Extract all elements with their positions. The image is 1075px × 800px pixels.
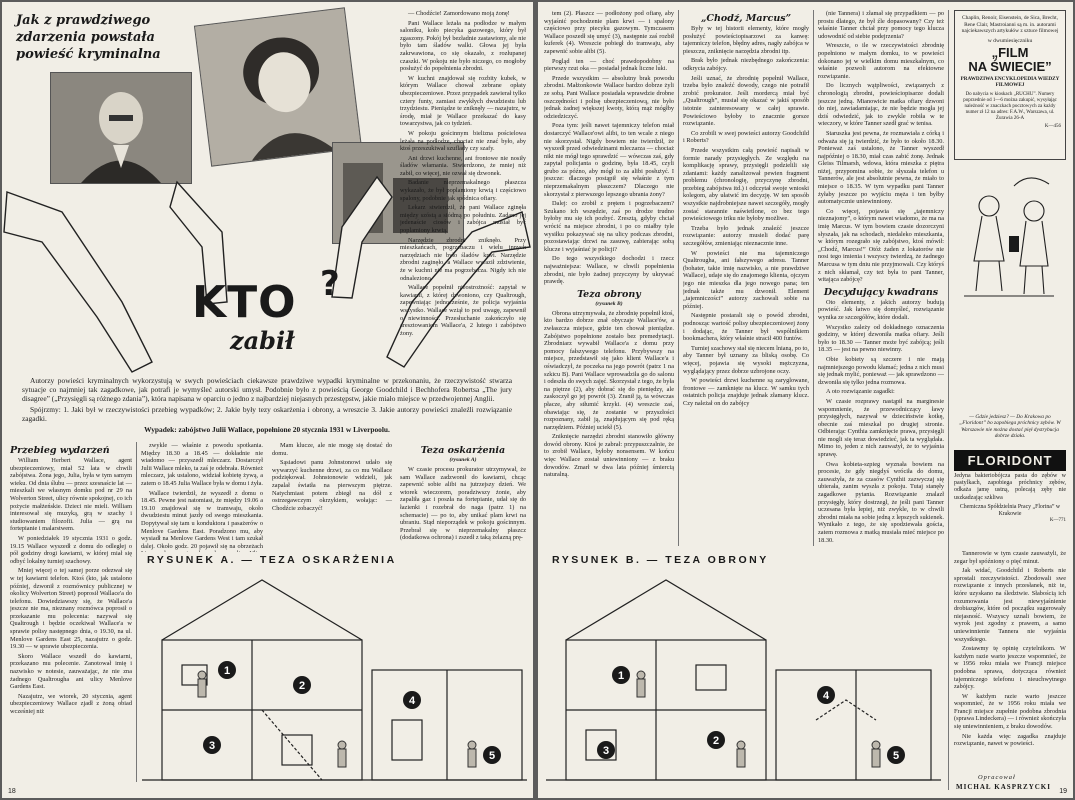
intro-paragraph: Spójrzmy: 1. Jaki był w rzeczywistości przebieg wypadków; 2. Jakie były tezy oskarżenia i obrony, a wreszcie 3. Jakie autorzy powieści znaleźli rozwiązanie zagadki. (22, 405, 512, 423)
section-heading: Teza obrony (577, 288, 641, 300)
paragraph: Trzeba było jednak znaleźć jeszcze rozwiązanie: autorzy musieli dodać parę szczegółów, zmieniając nieznacznie inne. (683, 224, 809, 248)
paragraph: W powieści drzwi kuchenne są zaryglowane, frontowe — zamknięte na klucz. W samku tych ostatnich policja znajduje jednak złamany klucz. Czy należał on do zabójcy (683, 377, 809, 407)
paragraph: Poza tym: jeśli nawet tajemniczy telefon miał dostarczyć Wallace'owi alibi, to ten wcale z niego nie skorzystał. Nigdy bowiem nie twierdził, że wyszedł przed odwiedzinami mleczarza — chociaż nikt nie mógł tego sprawdzić — wówczas zaś, gdy zapytał policjanta o godzinę, była 18.45, czyli grubo za późno, aby mógł to za alibi posłużyć. I jeszcze: dlaczego postąpił się właśnie z tym nieprzemakalnym płaszczem? Dlaczego nie skorzystał z pierwszego lepszego ubrania żony? (544, 122, 674, 198)
column-rule (678, 10, 679, 546)
section-heading: „Chodź, Marcus” (700, 13, 792, 24)
svg-text:1: 1 (617, 670, 625, 682)
column-2 (683, 10, 809, 546)
headline-line: powieść kryminalna (16, 47, 161, 62)
paragraph: Narzędzie zbrodni zniknęło. Przy mieszkańcach, pogrzebaczu i wielu innych narzędziach nie było śladów krwi. Narzędzie zbrodni zaginęło, a Wallace wyraził zdziwienie, że w kuchni nie ma pogrzebacza. Nigdy ich nie odnaleziono. (400, 236, 526, 282)
paragraph: Wallace popełnił nieostrożność: zapytał w kawiarni, z której dzwoniono, czy Qualtrough, zapewniając jednocześnie, że policja wyjaśnia wszystko. Wallace wziął to pod uwagę, zapewnił o niewinności. Przesłuchanie zakończyło się aresztowaniem Wallace'a, 2 lutego i zabójstwo żony. (400, 284, 526, 337)
column-2 (141, 442, 263, 552)
question-mark: ? (320, 264, 340, 304)
svg-text:3: 3 (208, 740, 216, 752)
paragraph: Badanie nieprzemakalnego płaszcza wykazało, że był poplamiony krwią i częściowo spalony, podobnie jak spódnica ofiary. (400, 179, 526, 202)
paragraph: Zostawmy tę opinię czytelnikom. W każdym razie warto jeszcze wspomnieć, że w 1956 roku miała we Francji miejsce podobna sprawa, dotycząca również tajemniczego telefonu i nieuchwytnego zabójcy. (954, 645, 1066, 691)
page-number: 19 (1059, 788, 1067, 795)
paragraph: Wallace twierdził, że wyszedł z domu o 18.45. Pewne jest natomiast, że między 19.06 a 19.10 znajdował się w tramwaju, około dwudziestu minut jazdy od swego mieszkania. Dopytywał się tam u konduktora i pasażerów o Menlove Gardens East. Poradzono mu, aby wysiadł na Menlove Gardens West i tam szukał dalej. Około godz. 20 pojawił się na obrzeżach (141, 489, 263, 550)
ad-film-na-swiecie (954, 10, 1066, 160)
paragraph: — Chodźcie! Zamordowano moją żonę! (408, 10, 510, 17)
paragraph: Były w tej historii elementy, które mogły posłużyć powieściopisarzowi za kanwę: tajemniczy telefon, błędny adres, nagły zabójca w pieszczu, zniknięcie narzędzia zbrodni itp. (683, 25, 809, 55)
paragraph: (nie Tannera) i złamał się przypadkiem — po prostu dlatego, że był źle dopasowany? Czy też właśnie Tanner chciał przy pomocy tego klucza udowodnić od siebie podejrzenia? (818, 10, 944, 40)
cartoon-caption: — Gdzie jedziesz? — Do Krakowa po „Floridont” bo zapobiega próchnicy zębów. W Warszawie nie można dostać pięł dystrybucja dobrze działa. (959, 414, 1061, 440)
svg-text:4: 4 (822, 690, 830, 702)
paragraph: Pani Wallace leżała na podłodze w małym saloniku, koło piecyka gazowego, który był zgaszony. Pokój był bezładnie zastawiony, ale nie było tam śladów walki. Głowa jej była zakrwawiona, co się okazało, z rozłupanej czaszki. W pokoju nie było niczego, co mogłoby posłużyć do popełnienia zbrodni. (400, 19, 526, 73)
headline-line: zdarzenia powstała (16, 30, 155, 45)
diagram-title-a: RYSUNEK A. — TEZA OSKARŻENIA (147, 554, 397, 566)
paragraph: Skoro Wallace wszedł do kawiarni, przekazano mu polecenie. Zanotował imię i nazwisko w notesie, zauważając, że nie zna żadnego Qualtrougha ani ulicy Menlove Gardens East. (10, 652, 132, 691)
paragraph: W poniedziałek 19 stycznia 1931 o godz. 19.15 Wallace wyszedł z domu do odległej o pół godziny drogi kawiarni, w której miał się odbyć lokalny turniej szachowy. (10, 534, 132, 565)
ad-text: Jedyna bakteriobójcza pasta do zębów w pastylkach, zapobiega próchnicy zębów, odkaża jamę ustną, polecają zęby nie uszkadzając szkliwa (954, 473, 1066, 501)
paragraph: Zniknięcie narzędzi zbrodni stanowiło główny dowód obrony. Ktoś je zabrał: przypuszczalnie, że to zrobił Wallace, byłoby nonsensem. W końcu więc Wallace został uniewinniony — z braku dowodów. Zmarł w dwa lata później śmiercią naturalną. (544, 433, 674, 479)
paragraph: tem (2). Płaszcz — podłożony pod ofiarę, aby wyjaśnić pochodzenie plam krwi — i spalony częściowo przy piecyku gazowym. Tymczasem Wallace poszedł się umyć (3), następnie zaś rozbił kuferek (4). Wreszcie pobiegł do tramwaju, aby zapewnić sobie alibi (5). (544, 10, 674, 55)
house-diagram-b (546, 570, 941, 785)
paragraph: Oto elementy, z jakich autorzy budują powieść. Jak łatwo się domyśleć, rozwiązanie wynika ze szczegółów, które dodali. (818, 298, 944, 321)
svg-text:5: 5 (892, 750, 900, 762)
column-rule (813, 10, 814, 546)
paragraph: Co więcej, pojawia się „tajemniczy nieznajomy”, o którym nawet wiadomo, że ma na imię Marcus. W tym bowiem czasie dozorczyni słyszała, jak na schodach, niedaleko mieszkania, w którym rozegrało się zabójstwo, ktoś mówił: „Chodź, Marcus!” Otóż żaden z lokatorów nie nosi tego imienia i wszyscy twierdzą, że żadnego Marcusa w tym dniu nie przyjmowali. Czy któryś z nich skłamał, czy też była to pani Tanner, witająca zabójcę? (818, 207, 944, 284)
paragraph: Do tego wszystkiego dochodzi i rzecz najważniejsza: Wallace, w chwili popełnienia zbrodni, nie było żadnej przyczyny by ukrywać prawdę. (544, 255, 674, 286)
svg-text:2: 2 (298, 680, 306, 692)
paragraph: Staruszka jest pewna, że rozmawiała z córką i odważa się ją twierdzić, że było to około 18.30. Ponieważ zaś ustalono, że Tanner wyszedł najpóźniej o 18.30, miał czas zabić żonę. Jednak Gleiss Tilmarsh, wdowa, która mieszka z piętra niżej, przypomina sobie, że słyszała telefon u Tannerów, ale jest absolutnie pewna, że miało to miejsce o 18.35. W tym wypadku pani Tanner żyłaby jeszcze po wyjściu męża i ten byłby automatycznie uniewinniony. (818, 129, 944, 206)
paragraph: Jeśli uznać, że zbrodnię popełnił Wallace, trzeba było znaleźć dowody, czego nie potrafił zrobić prokurator. Jeśli mordercą miał być „Qualtrough”, musiał się okazać w jakiś sposób istotnie zainteresowany w całej sprawie. Powieściowo byłoby to znacznie gorsze rozwiązanie. (683, 74, 809, 128)
page-number: 18 (8, 788, 16, 795)
paragraph: Lekarz stwierdził, że pani Wallace zginęła między szóstą a siódmą po południu. Zadano jej jedenaście ciosów i zabójca musiał być poplamiony krwią. (400, 204, 526, 235)
author-label: Opracował (978, 774, 1016, 781)
ad-brand: FLORIDONT (954, 450, 1066, 471)
paragraph: W każdym razie warto jeszcze wspomnieć, że w 1956 roku miała we Francji miejsce zupełnie podobna zbrodnia (sprawa Lindeckera) — i również skończyła się uniewinnieniem, z braku dowodów. (954, 692, 1066, 731)
paragraph: Ani drzwi kuchenne, ani frontowe nie nosiły śladów włamania. Stwierdzono, że mniej niż zabił, co więcej, nie ozwał się dzwonek. (400, 154, 526, 177)
ad-code: K—771 (1049, 517, 1066, 523)
intro-paragraph: Autorzy powieści kryminalnych wykorzystują w swych powieściach ciekawsze prawdziwe wypadki kryminalne w przekonaniu, że rzeczywistość stwarza sytuacje co najmniej tak zagadkowe, jak potrafi je wymyśleć autorski umysł. Podobnie było z powieścią George Goodchild i Bechhofera Robertsa „The jury disagree” („Przysięgli są różnego zdania”), która napisana w oparciu o jedno z najbardziej niejasnych przestępstw, jakie miało miejsce w przedwojennej Anglii. (22, 376, 512, 403)
section-heading: Teza oskarżenia (420, 445, 506, 456)
paragraph: Nazajutrz, we wtorek, 20 stycznia, agent ubezpieczeniowy Wallace zjadł z żoną obiad wcześniej niż (10, 692, 132, 715)
ad-text: Chaplin, Renoir, Eisenstein, de Sica, Brecht, Rene Clair, Mastroianni są m. in. autorami najciekawszych artykułów z sztuce filmowej (961, 15, 1059, 35)
paragraph: Dalej: co zrobił z prętem i pogrzebaczem? Szukano ich wszędzie, zaś po drodze trudno byłoby mu się ich pozbyć. Zresztą, gdyby chciał wrócić na miejsce zbrodni, i po co miałby tyle wysiłku pokazywać się na ulicy podczas zbrodni, pozostawiając drzwi na zasuwę, zabierając sobą klucze i wyjaśniać je policji? (544, 200, 674, 253)
paragraph: W kuchni znajdował się rozbity kubek, w którym Wallace chował zebrane opłaty ubezpieczeniowe. Przez przypadek zawierał tylko cztery funty, zamiast zwykłych dwudziestu lub trzydziestu. Pieniądze te zniknęły — nazajutrz, w środę, miał je Wallace przekazać do kasy towarzystwa, jak co tydzień. (400, 74, 526, 128)
column-1 (544, 10, 674, 546)
ad-code: K—456 (1044, 123, 1061, 129)
paragraph: Jak widać, Goodchild i Roberts nie sprostali rzeczywistości. Zbodowali swe rozwiązanie z innych przesłanek, niż te, które uzyskano na śledztwie. Słabością ich rozumowania jest niewyjaśnienie drobiazgów, które od początku sugerowały niejasność. Wszyscy uznali bowiem, że wyrok jest zgodny z prawem, a samo uniewinnienie Tannera nie wyjaśnia wszystkiego. (954, 567, 1066, 643)
paragraph: Wreszcie, o ile w rzeczywistości zbrodnię popełniono w małym domku, to w powieści dokonano jej w wielkim domu mieszkalnym, co właśnie pozwoli autorom na efektowne rozwiązanie. (818, 42, 944, 80)
paragraph: zwykle — właśnie z powodu spotkania. Między 18.30 a 18.45 — dokładnie nie wiadomo — przyszedł mleczarz. Dostarczył Julii Wallace mleko, ta zaś je odebrała. Również mleczarz, jak ustalono, widział kobietę żywą, a zatem o 18.45 Julia Wallace była w domu i żyła. (141, 442, 263, 487)
section-subheading: (rysunek A) (449, 457, 477, 463)
section-subheading: (rysunek B) (595, 300, 623, 307)
paragraph: A oto rozwiązanie zagadki: (826, 388, 895, 396)
paragraph: William Herbert Wallace, agent ubezpieczeniowy, miał 52 lata w chwili zabójstwa. Żona jego, Julia, była w tym samym wieku. Od dnia ślubu — przez szesnaście lat — mieszkali we własnym domku pod nr 29 na Wolverton Street, ulicy równie spokojnej, co ich pożycie małżeńskie. Dzieci nie mieli. William interesował się muzyką, grą w szachy i studiowaniem filozofii. Julia — grą na fortepianie i malarstwem. (10, 457, 132, 533)
paragraph: Przede wszystkim — absolutny brak powodu zbrodni. Małżonkowie Wallace bardzo dobrze żyli ze sobą. Pani Wallace posiadała wprawdzie drobne oszczędności i polisę ubezpieczeniową, nie było jednak żadnej większej kwoty, którą mąż mógłby odziedziczyć. (544, 74, 674, 120)
paragraph: Owa kobieta-szpieg wyznała bowiem na procesie, że gdy niegdyś wróciła do domu, zauważyła, że za czasów Cynthii zazwyczaj się ubierała, zanim wyszła z pokoju. Tutaj stanęły zagadkowe pytania. Rozwiązanie znalazł przysięgły, który dostrzegł, że jeśli pani Tanner uczesana była lepiej, niż zwykle, to w chwili zbrodni miała na sobie jedną z lepszych sukienek. Wynikało z tego, że się spodziewała gościa, zatem rozmowa z matką musiała mieć miejsce po 18.30. (818, 460, 944, 544)
paragraph: W powieści nie ma tajemniczego Qualtrougha, ani fałszywego adresu. Tanner (bohater, takie imię nazwisko, a nie prawdziwe Wallace), udaje się do znajomego klienta, ojczym jego nie mieszka dla jego nowego pana; ten jednak także mu dzwonił. Element „tajemniczości” autorzy zachowali sobie na później. (683, 249, 809, 310)
column-rule (136, 442, 137, 782)
paragraph: Co zrobili w swej powieści autorzy Goodchild i Roberts? (683, 129, 809, 145)
svg-text:5: 5 (488, 750, 496, 762)
paragraph: Przede wszystkim całą powieść napisali w formie narady przysięgłych. Ze względu na komplikację sprawy, przysięgli podzielili się zdaniami: każdy zanalizował pewien fragment problemu (chronologię, przyczynę zbrodni, przebieg zabójstwa itd.) i odczytał swoje wnioski kolegom, aby ułatwić im decyzję. W ten sposób wszystkie najdrobniejsze nawet szczegóły, mogły zostać starannie naświetlone, co bez tego powieściowego triku nie byłoby możliwe. (683, 146, 809, 223)
headline-line: Jak z prawdziwego (16, 13, 151, 28)
paragraph: W czasie procesu prokurator utrzymywał, że sam Wallace zadzwonił do kawiarni, chcąc zapewnić sobie alibi na jutrzejszy dzień. We wtorek wieczorem, poradziwszy żonie, aby zapaliła gaz i poszła na fortepianie, udał się do łazienki i rozebrał do naga (patrz 1) na schemacie) — po to, aby unikać plam krwi na ubraniu. Stąd nieporządek w pokoju gościnnym. Przebrał się w nieprzemakalny płaszcz (dodatkowa ochrona) i zszedł z taką żelazną prę- (400, 466, 526, 542)
paragraph: Wszystko zależy od dokładnego oznaczenia godziny, w której dzwoniła matka ofiary. Jeśli było to 18.30 — Tanner może być zabójcą; jeśli 18.35 — jest na pewno niewinny. (818, 323, 944, 354)
column-4b (400, 442, 526, 552)
section-heading: Decydujący kwadrans (823, 286, 939, 298)
right-page (538, 2, 1073, 798)
paragraph: Do licznych wątpliwości, związanych z chronologią zbrodni, powieściopisarze dodali jeszcze jedną. Mianowicie matka ofiary dzwoni do niej, zawiadamiając, że nie będzie mogła jej dziś odwiedzić, jak to zwykle robiła w te wieczory, w które Tanner szedł grać w tenisa. (818, 82, 944, 128)
paragraph: Pogląd ten — choć prawdopodobny na pierwszy rzut oka — posiadał jednak liczne luki. (544, 57, 674, 73)
intro-text (22, 376, 512, 434)
column-4 (954, 550, 1066, 775)
column-3 (818, 10, 944, 546)
house-diagram-a (142, 570, 527, 785)
ad-subtitle: PRAWDZIWA ENCYKLOPEDIA WIEDZY FILMOWEJ (960, 75, 1060, 89)
paragraph: Nie każda więc zagadka znajduje rozwiązanie, nawet w powieści. (954, 732, 1066, 748)
svg-text:3: 3 (602, 745, 610, 757)
paragraph: Tannerowie w tym czasie zauważyli, że zegar był spóźniony o pięć minut. (954, 550, 1066, 565)
zabil-title: zabił (230, 326, 295, 355)
column-3 (272, 442, 392, 552)
paragraph: Mniej więcej o tej samej porze odezwał się w tej kawiarni telefon. Ktoś (kto, jak ustalono później, dzwonił z rozmównicy publicznej w okolicy Wolverton Street) poprosił Wallace'a do telefonu. Dowiedziawszy się, że Wallace'a jeszcze nie ma, nieznany rozmówca poprosił o przekazanie mu polecenia: nazywał się Qualtrough i będzie oczekiwał Wallace'a w sprawie polisy następnego dnia, o 19.30, na ul. Menlove Gardens East 25, nazajutrz o godz. 19.30 — w sprawie ubezpieczenia. (10, 567, 132, 651)
paragraph: Obie kobiety są szczere i nie mają najmniejszego powodu kłamać; jedna z nich musi się jednak mylić, ponieważ — jak sprawdzono — dzwoniła się tylko jedna rozmowa. (818, 355, 944, 386)
paragraph: Turniej szachowy stał się niecem lnianą, po to, aby Tanner był uznany za bliską osobę. Co więcej, pojawia się wysoki mężczyzna, wyglądający przez dobrze uzbrojone oczy. (683, 344, 809, 375)
diagram-markers (203, 661, 501, 764)
author-name: MICHAŁ KASPRZYCKI (956, 783, 1051, 791)
paragraph: Sąsiadowi panu Johnstonowi udało się wywarzyć kuchenne drzwi, za co mu Wallace podziękował. Johnstonowie widzieli, jak zapalał światła na pierwszym piętrze. Natychmiast potem zbiegł na dół z ostrzegawczym okrzykiem, wołając: — Chodźcie zobaczyć! (272, 459, 392, 512)
column-rule (948, 10, 949, 790)
paragraph: W czasie rozprawy nastąpił na marginesie wspomnienie, że przewodniczący ławy przysięgłych, nazywał w dzieciństwie kotkę, obecnie zaś mieszkał po drugiej stronie. Odbierając Cynthia zamknięcie prawa, przysięgli nie mogli się teraz dowiedzieć, jak ta wyglądała. Mimo to, jeden z nich zauważył, że to wyjaśnia sprawę. (818, 397, 944, 459)
section-heading: Przebieg wydarzeń (10, 445, 110, 456)
case-line: Wypadek: zabójstwo Julii Wallace, popełnione 20 stycznia 1931 w Liverpoolu. (144, 425, 390, 434)
ad-order: Do nabycia w kioskach „RUCHU”. Numery poprzednie od 1—6 można zakupić, wysyłając należność w znaczkach pocztowych za każdy numer zł 12 na adres: F.A.W., Warszawa, ul. Żurawia 26-A (963, 91, 1057, 122)
left-page (2, 2, 533, 798)
kto-title: KTO (192, 277, 297, 328)
svg-text:1: 1 (223, 665, 231, 677)
ad-lead: w dwumiesięczniku (987, 37, 1033, 44)
headline (16, 12, 166, 63)
paragraph: Obrona utrzymywała, że zbrodnię popełnił ktoś, kto bardzo dobrze znał obyczaje Wallace'ów, a zwłaszcza miejsce, gdzie ten chował pieniądze. Zabójstwo popełnione zostało bez premedytacji. Zbrodniarz wywabił Wallace'a z domu przy pomocy fałszywego telefonu. Przybywszy na miejsce, przedstawił się jako klient Wallace'a i oświadczył, że poczeka na jego powrót (patrz 1 na szkicu B). Pani Wallace wprowadziła go do salonu i odeszła do swych zajęć. Skorzystał z tego, że była na piętrze (2), aby dobrać się do pieniędzy, ale zaskoczył go jej powrót (3). Zranił ją, ta wówczas płacze, aby stłumić krzyki. (4) wreszcie zaś, obawiając się, że zostanie w przyszłości rozpoznany, zabił ją, znajdującym się pod ręką narzędziem. Później uciekł (5). (544, 309, 674, 431)
ad-title: „FILM (991, 44, 1029, 60)
ad-title: NA ŚWIECIE” (968, 58, 1052, 74)
svg-text:4: 4 (408, 695, 416, 707)
paragraph: W pokoju gościnnym bielizna pościelowa leżała na podłodze, chociaż nie znać było, aby ktoś przeszukiwał szuflady czy szafy. (400, 129, 526, 153)
svg-text:2: 2 (712, 735, 720, 747)
paragraph: Następnie postarali się o powód zbrodni, podnosząc wartość polisy ubezpieczeniowej żony i dodając, że Tanner był wspólnikiem bookmachera, który właśnie stracił 400 funtów. (683, 312, 809, 343)
ad-floridont (954, 450, 1066, 546)
column-4 (400, 10, 526, 370)
diagram-title-b: RYSUNEK B. — TEZA OBRONY (552, 554, 769, 566)
ad-maker: Chemiczna Spółdzielnia Pracy „Florina” w Krakowie (959, 503, 1061, 517)
paragraph: Brak było jednak niezbędnego zakończenia: odkrycia zabójcy. (683, 57, 809, 72)
paragraph: Mam klucze, ale nie mogę się dostać do domu. (272, 442, 392, 457)
column-1 (10, 442, 132, 787)
cartoon-illustration (954, 166, 1066, 316)
